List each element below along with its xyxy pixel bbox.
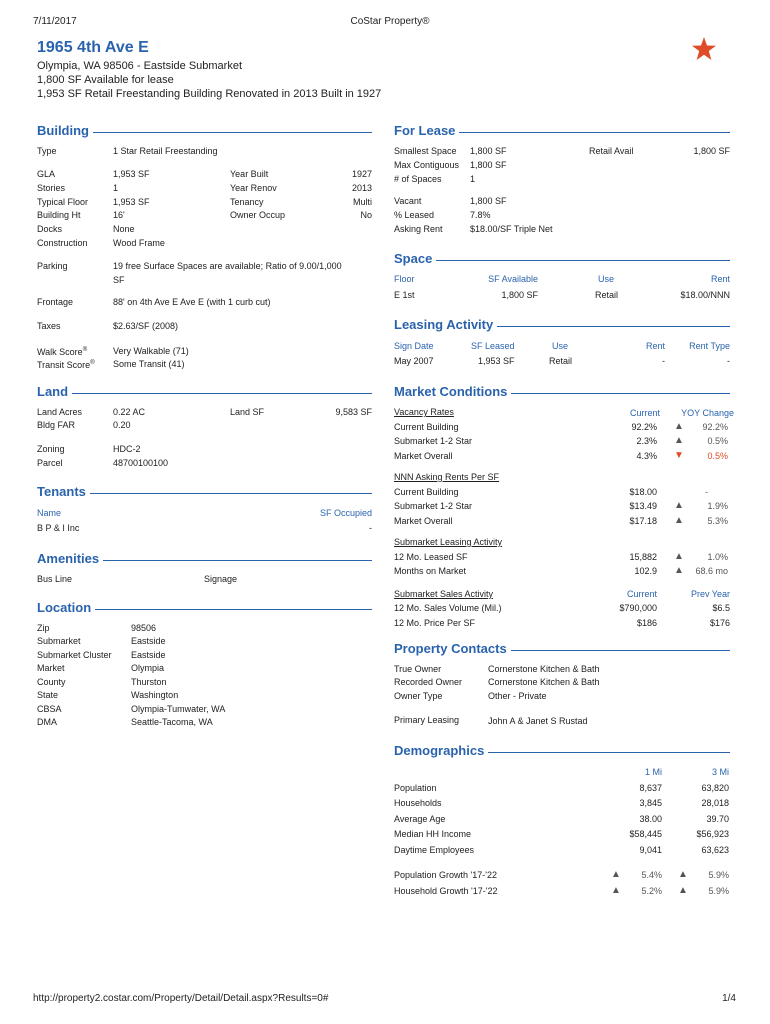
submarket-cluster-label: Submarket Cluster xyxy=(37,650,112,660)
vacancy-row-change: 0.5% xyxy=(707,451,728,461)
leasing-rent-type: - xyxy=(727,356,730,366)
up-arrow-icon: ▲ xyxy=(674,551,684,562)
tenant-name: B P & I Inc xyxy=(37,523,80,533)
ssa-row-label: 12 Mo. Sales Volume (Mil.) xyxy=(394,603,502,613)
land-acres-value: 0.22 AC xyxy=(113,407,146,417)
vacant-value: 1,800 SF xyxy=(470,196,507,206)
space-rent-column: Rent xyxy=(710,274,730,284)
typical-floor-value: 1,953 SF xyxy=(113,197,150,207)
vacancy-row-current: 4.3% xyxy=(636,451,657,461)
nnn-row-label: Current Building xyxy=(394,487,459,497)
market-value: Olympia xyxy=(131,663,165,673)
population-growth-3mi: 5.9% xyxy=(708,870,729,880)
land-acres-label: Land Acres xyxy=(37,407,83,417)
land-sf-label: Land SF xyxy=(230,407,265,417)
leasing-date-column: Sign Date xyxy=(394,341,434,351)
tenancy-label: Tenancy xyxy=(230,197,264,207)
primary-leasing-value: John A & Janet S Rustad xyxy=(488,716,588,726)
vacancy-rates-title: Vacancy Rates xyxy=(394,407,454,417)
sla-row-change: 68.6 mo xyxy=(695,566,728,576)
parking-value-line2: SF xyxy=(113,275,125,285)
sla-row-current: 102.9 xyxy=(634,566,657,576)
star-rating-icon xyxy=(691,36,717,62)
frontage-label: Frontage xyxy=(37,297,74,307)
vacancy-row-current: 92.2% xyxy=(631,422,657,432)
num-spaces-value: 1 xyxy=(470,174,476,184)
prev-year-column: Prev Year xyxy=(690,589,730,599)
up-arrow-icon: ▲ xyxy=(678,869,688,880)
ssa-row-label: 12 Mo. Price Per SF xyxy=(394,618,476,628)
demo-row-1mi: 8,637 xyxy=(639,783,662,793)
ssa-row-prev: $176 xyxy=(709,618,730,628)
building-ht-label: Building Ht xyxy=(37,210,81,220)
property-title: 1965 4th Ave E xyxy=(37,39,149,56)
gla-label: GLA xyxy=(37,169,56,179)
household-growth-1mi: 5.2% xyxy=(641,886,662,896)
year-renov-value: 2013 xyxy=(351,183,372,193)
smallest-space-label: Smallest Space xyxy=(394,146,457,156)
transit-score-value: Some Transit (41) xyxy=(113,359,185,369)
year-renov-label: Year Renov xyxy=(230,183,277,193)
leasing-date: May 2007 xyxy=(394,356,434,366)
parcel-label: Parcel xyxy=(37,458,63,468)
type-value: 1 Star Retail Freestanding xyxy=(113,146,218,156)
demo-row-3mi: 39.70 xyxy=(706,814,729,824)
max-contiguous-value: 1,800 SF xyxy=(470,160,507,170)
page-url[interactable]: http://property2.costar.com/Property/Detail/Detail.aspx?Results=0# xyxy=(33,993,329,1004)
docks-value: None xyxy=(113,224,135,234)
amenity-item: Bus Line xyxy=(37,574,73,584)
amenities-heading: Amenities xyxy=(37,551,372,566)
tenant-name-column: Name xyxy=(37,508,62,518)
space-sf: 1,800 SF xyxy=(501,290,538,300)
demo-row-1mi: $58,445 xyxy=(629,829,662,839)
demo-row-1mi: 9,041 xyxy=(639,845,662,855)
demo-row-label: Daytime Employees xyxy=(394,845,475,855)
building-ht-value: 16' xyxy=(113,210,125,220)
vacant-label: Vacant xyxy=(394,196,422,206)
cbsa-value: Olympia-Tumwater, WA xyxy=(131,704,226,714)
space-heading: Space xyxy=(394,251,730,266)
up-arrow-icon: ▲ xyxy=(611,869,621,880)
page-number: 1/4 xyxy=(722,993,736,1004)
up-arrow-icon: ▲ xyxy=(678,885,688,896)
owner-occup-value: No xyxy=(360,210,372,220)
leasing-activity-heading: Leasing Activity xyxy=(394,317,730,332)
gla-value: 1,953 SF xyxy=(113,169,150,179)
type-label: Type xyxy=(37,146,57,156)
demo-row-1mi: 38.00 xyxy=(639,814,662,824)
tenancy-value: Multi xyxy=(352,197,372,207)
up-arrow-icon: ▲ xyxy=(674,435,684,446)
year-built-label: Year Built xyxy=(230,169,269,179)
space-floor-column: Floor xyxy=(394,274,415,284)
up-arrow-icon: ▲ xyxy=(674,421,684,432)
space-use-column: Use xyxy=(598,274,615,284)
sla-row-change: 1.0% xyxy=(707,552,728,562)
transit-score-label: Transit Score® xyxy=(37,360,95,370)
current-column: Current xyxy=(629,408,660,418)
max-contiguous-label: Max Contiguous xyxy=(394,160,460,170)
demo-row-3mi: 63,820 xyxy=(701,783,729,793)
parcel-value: 48700100100 xyxy=(113,458,169,468)
leasing-sf: 1,953 SF xyxy=(478,356,515,366)
yoy-change-column: YOY Change xyxy=(681,408,734,418)
sales-current-column: Current xyxy=(626,589,657,599)
construction-value: Wood Frame xyxy=(113,238,165,248)
tenant-sf-column: SF Occupied xyxy=(319,508,372,518)
tenant-sf: - xyxy=(369,523,372,533)
owner-type-label: Owner Type xyxy=(394,691,443,701)
dma-label: DMA xyxy=(37,717,57,727)
space-rent: $18.00/NNN xyxy=(680,290,730,300)
construction-label: Construction xyxy=(37,238,88,248)
location-heading: Location xyxy=(37,600,372,615)
vacancy-row-change: 0.5% xyxy=(707,436,728,446)
property-address: Olympia, WA 98506 - Eastside Submarket xyxy=(37,60,243,72)
vacancy-row-current: 2.3% xyxy=(636,436,657,446)
nnn-row-current: $17.18 xyxy=(629,516,657,526)
zoning-label: Zoning xyxy=(37,444,65,454)
true-owner-value: Cornerstone Kitchen & Bath xyxy=(488,664,600,674)
space-floor: E 1st xyxy=(394,290,415,300)
asking-rent-label: Asking Rent xyxy=(394,224,443,234)
vacancy-row-label: Submarket 1-2 Star xyxy=(394,436,473,446)
frontage-value: 88' on 4th Ave E Ave E (with 1 curb cut) xyxy=(113,297,271,307)
county-value: Thurston xyxy=(131,677,167,687)
recorded-owner-label: Recorded Owner xyxy=(394,677,463,687)
building-heading: Building xyxy=(37,123,372,138)
nnn-rents-title: NNN Asking Rents Per SF xyxy=(394,472,500,482)
submarket-label: Submarket xyxy=(37,636,81,646)
nnn-row-current: $18.00 xyxy=(629,487,657,497)
year-built-value: 1927 xyxy=(351,169,372,179)
pct-leased-value: 7.8% xyxy=(470,210,491,220)
walk-score-label: Walk Score® xyxy=(37,347,88,357)
household-growth-label: Household Growth '17-'22 xyxy=(394,886,498,896)
amenity-item: Signage xyxy=(204,574,238,584)
smallest-space-value: 1,800 SF xyxy=(470,146,507,156)
market-label: Market xyxy=(37,663,65,673)
for-lease-heading: For Lease xyxy=(394,123,730,138)
leasing-rent-type-column: Rent Type xyxy=(689,341,730,351)
typical-floor-label: Typical Floor xyxy=(37,197,89,207)
nnn-row-change: - xyxy=(705,487,708,497)
ssa-row-prev: $6.5 xyxy=(712,603,730,613)
bldg-far-label: Bldg FAR xyxy=(37,420,76,430)
primary-leasing-label: Primary Leasing xyxy=(394,715,460,725)
land-sf-value: 9,583 SF xyxy=(335,407,372,417)
stories-value: 1 xyxy=(113,183,119,193)
tenants-heading: Tenants xyxy=(37,484,372,499)
stories-label: Stories xyxy=(37,183,66,193)
three-mile-column: 3 Mi xyxy=(711,767,729,777)
retail-avail-label: Retail Avail xyxy=(589,146,634,156)
demo-row-label: Households xyxy=(394,798,442,808)
county-label: County xyxy=(37,677,66,687)
demo-row-1mi: 3,845 xyxy=(639,798,662,808)
vacancy-row-change: 92.2% xyxy=(702,422,728,432)
vacancy-row-label: Current Building xyxy=(394,422,459,432)
property-summary: 1,953 SF Retail Freestanding Building Renovated in 2013 Built in 1927 xyxy=(37,88,382,100)
up-arrow-icon: ▲ xyxy=(611,885,621,896)
up-arrow-icon: ▲ xyxy=(674,500,684,511)
population-growth-1mi: 5.4% xyxy=(641,870,662,880)
property-availability: 1,800 SF Available for lease xyxy=(37,74,174,86)
household-growth-3mi: 5.9% xyxy=(708,886,729,896)
nnn-row-current: $13.49 xyxy=(629,501,657,511)
dma-value: Seattle-Tacoma, WA xyxy=(131,717,213,727)
nnn-row-label: Submarket 1-2 Star xyxy=(394,501,473,511)
nnn-row-change: 5.3% xyxy=(707,516,728,526)
nnn-row-label: Market Overall xyxy=(394,516,453,526)
sla-row-label: 12 Mo. Leased SF xyxy=(394,552,468,562)
retail-avail-value: 1,800 SF xyxy=(693,146,730,156)
state-value: Washington xyxy=(131,690,179,700)
leasing-sf-column: SF Leased xyxy=(471,341,515,351)
demo-row-label: Average Age xyxy=(394,814,446,824)
zip-value: 98506 xyxy=(131,623,157,633)
zoning-value: HDC-2 xyxy=(113,444,141,454)
print-date: 7/11/2017 xyxy=(33,16,77,27)
zip-label: Zip xyxy=(37,623,50,633)
population-growth-label: Population Growth '17-'22 xyxy=(394,870,497,880)
owner-occup-label: Owner Occup xyxy=(230,210,286,220)
market-conditions-heading: Market Conditions xyxy=(394,384,730,399)
submarket-cluster-value: Eastside xyxy=(131,650,166,660)
recorded-owner-value: Cornerstone Kitchen & Bath xyxy=(488,677,600,687)
pct-leased-label: % Leased xyxy=(394,210,435,220)
docks-label: Docks xyxy=(37,224,63,234)
app-title: CoStar Property® xyxy=(350,16,430,27)
state-label: State xyxy=(37,690,59,700)
submarket-value: Eastside xyxy=(131,636,166,646)
down-arrow-icon: ▼ xyxy=(674,450,684,461)
space-sf-column: SF Available xyxy=(488,274,538,284)
true-owner-label: True Owner xyxy=(394,664,442,674)
demographics-heading: Demographics xyxy=(394,743,730,758)
demo-row-label: Population xyxy=(394,783,437,793)
num-spaces-label: # of Spaces xyxy=(394,174,442,184)
leasing-rent-column: Rent xyxy=(645,341,665,351)
up-arrow-icon: ▲ xyxy=(674,515,684,526)
asking-rent-value: $18.00/SF Triple Net xyxy=(470,224,553,234)
vacancy-row-label: Market Overall xyxy=(394,451,453,461)
cbsa-label: CBSA xyxy=(37,704,62,714)
taxes-value: $2.63/SF (2008) xyxy=(113,321,179,331)
demo-row-label: Median HH Income xyxy=(394,829,472,839)
parking-value-line1: 19 free Surface Spaces are available; Ratio of 9.00/1,000 xyxy=(113,261,342,271)
demo-row-3mi: 63,623 xyxy=(701,845,729,855)
walk-score-value: Very Walkable (71) xyxy=(113,346,189,356)
property-contacts-heading: Property Contacts xyxy=(394,641,730,656)
submarket-leasing-title: Submarket Leasing Activity xyxy=(394,537,503,547)
up-arrow-icon: ▲ xyxy=(674,565,684,576)
leasing-use: Retail xyxy=(549,356,573,366)
leasing-rent: - xyxy=(662,356,665,366)
demo-row-3mi: 28,018 xyxy=(701,798,729,808)
owner-type-value: Other - Private xyxy=(488,691,547,701)
space-use: Retail xyxy=(595,290,619,300)
parking-label: Parking xyxy=(37,261,68,271)
leasing-use-column: Use xyxy=(552,341,569,351)
one-mile-column: 1 Mi xyxy=(644,767,662,777)
ssa-row-current: $186 xyxy=(636,618,657,628)
submarket-sales-title: Submarket Sales Activity xyxy=(394,589,494,599)
sla-row-current: 15,882 xyxy=(629,552,657,562)
ssa-row-current: $790,000 xyxy=(619,603,657,613)
demo-row-3mi: $56,923 xyxy=(696,829,729,839)
bldg-far-value: 0.20 xyxy=(113,420,131,430)
sla-row-label: Months on Market xyxy=(394,566,467,576)
taxes-label: Taxes xyxy=(37,321,61,331)
land-heading: Land xyxy=(37,384,372,399)
nnn-row-change: 1.9% xyxy=(707,501,728,511)
